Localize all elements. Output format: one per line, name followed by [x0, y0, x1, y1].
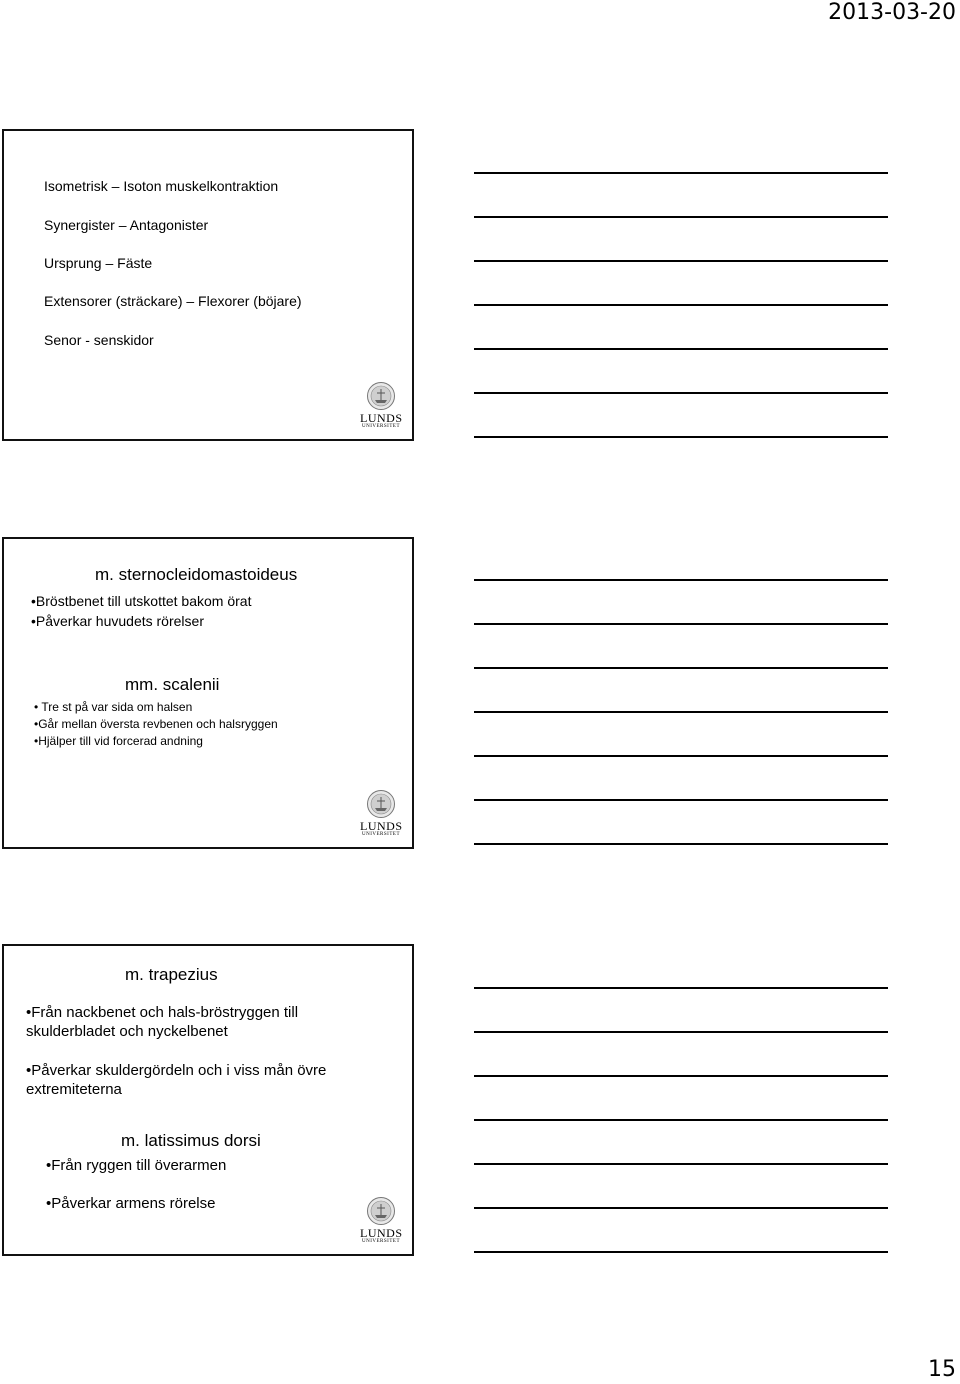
- university-seal-icon: [360, 789, 402, 819]
- slide-2-bullet: •Går mellan översta revbenen och halsryggen: [34, 717, 278, 731]
- slide-1-line: Ursprung – Fäste: [44, 255, 153, 271]
- slide-3-bullet: •Påverkar skuldergördeln och i viss mån övre: [26, 1062, 327, 1079]
- slide-2-title-2: mm. scalenii: [125, 675, 220, 694]
- note-line: [474, 1163, 888, 1165]
- note-line: [474, 799, 888, 801]
- note-line: [474, 579, 888, 581]
- page-number: 15: [928, 1357, 956, 1382]
- slide-2-bullet: •Bröstbenet till utskottet bakom örat: [31, 593, 252, 609]
- logo-word-lunds: LUNDS: [360, 819, 403, 833]
- note-line: [474, 711, 888, 713]
- date-header: 2013-03-20: [828, 0, 956, 25]
- slide-3-bullet: skulderbladet och nyckelbenet: [26, 1023, 228, 1040]
- note-line: [474, 392, 888, 394]
- slide-2-bullet: •Hjälper till vid forcerad andning: [34, 734, 203, 748]
- lund-university-logo: [360, 789, 402, 838]
- note-line: [474, 1075, 888, 1077]
- slide-3-bullet: •Påverkar armens rörelse: [46, 1195, 216, 1212]
- note-line: [474, 623, 888, 625]
- logo-word-lunds: LUNDS: [360, 1226, 403, 1240]
- lund-university-logo: [360, 1196, 402, 1245]
- note-line: [474, 348, 888, 350]
- slide-1-line: Extensorer (sträckare) – Flexorer (böjare): [44, 293, 302, 309]
- slide-2-title-1: m. sternocleidomastoideus: [95, 565, 298, 584]
- note-line: [474, 667, 888, 669]
- slide-3-title-1: m. trapezius: [125, 965, 218, 984]
- slide-3-title-2: m. latissimus dorsi: [121, 1131, 261, 1150]
- slide-2: [2, 537, 414, 849]
- slide-3-bullet: extremiteterna: [26, 1081, 122, 1098]
- logo-word-universitet: UNIVERSITET: [362, 832, 400, 837]
- logo-word-universitet: UNIVERSITET: [362, 1239, 400, 1244]
- slide-1-line: Synergister – Antagonister: [44, 217, 209, 233]
- note-line: [474, 260, 888, 262]
- note-line: [474, 1207, 888, 1209]
- note-line: [474, 755, 888, 757]
- note-line: [474, 1119, 888, 1121]
- slide-3-bullet: •Från ryggen till överarmen: [46, 1157, 227, 1174]
- slide-2-bullet: • Tre st på var sida om halsen: [34, 700, 193, 714]
- note-line: [474, 172, 888, 174]
- lund-university-logo: [360, 381, 402, 430]
- note-line: [474, 987, 888, 989]
- logo-word-universitet: UNIVERSITET: [362, 424, 400, 429]
- logo-word-lunds: LUNDS: [360, 411, 403, 425]
- university-seal-icon: [360, 381, 402, 411]
- slide-1-line: Senor - senskidor: [44, 332, 154, 348]
- slide-2-bullet: •Påverkar huvudets rörelser: [31, 613, 204, 629]
- note-line: [474, 216, 888, 218]
- note-line: [474, 1031, 888, 1033]
- note-line: [474, 304, 888, 306]
- note-line: [474, 1251, 888, 1253]
- university-seal-icon: [360, 1196, 402, 1226]
- slide-1: [2, 129, 414, 441]
- slide-3: [2, 944, 414, 1256]
- slide-3-bullet: •Från nackbenet och hals-bröstryggen till: [26, 1004, 299, 1021]
- note-line: [474, 436, 888, 438]
- slide-1-line: Isometrisk – Isoton muskelkontraktion: [44, 178, 279, 194]
- note-line: [474, 843, 888, 845]
